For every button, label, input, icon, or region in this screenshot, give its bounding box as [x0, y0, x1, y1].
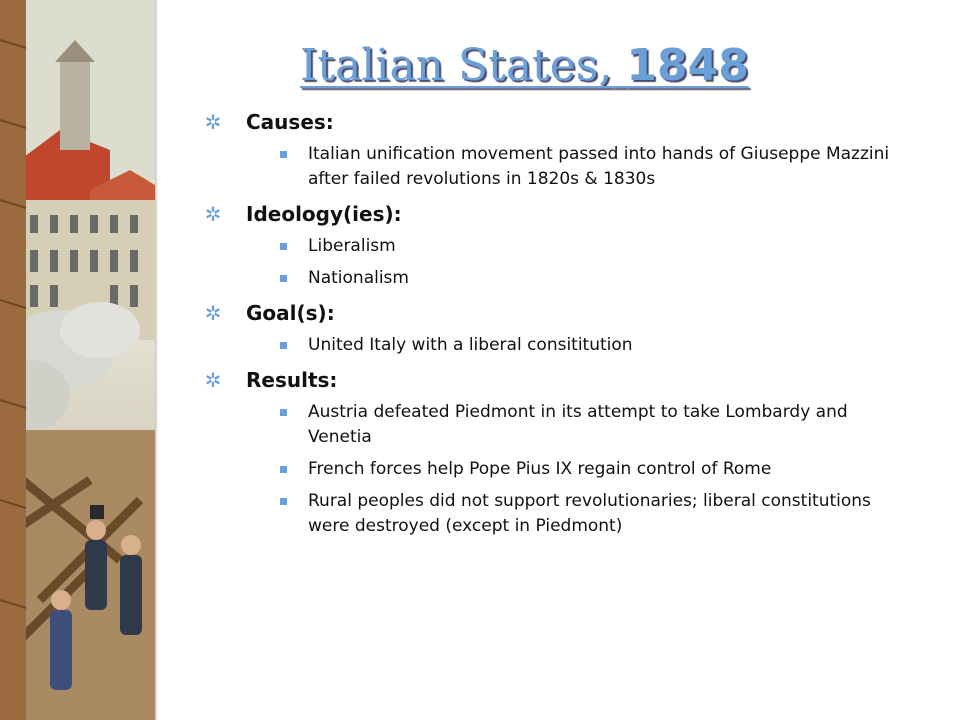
list-item: [200, 142, 920, 192]
section-heading: Causes:: [246, 110, 334, 134]
section-ideology: [200, 200, 920, 291]
list-item: [200, 333, 920, 358]
section-heading: Ideology(ies):: [246, 202, 402, 226]
list-item-text: Rural peoples did not support revolutionaries; liberal constitutions were destroyed (except in Piedmont): [308, 491, 871, 536]
slide-content: [200, 108, 920, 547]
asterisk-bullet-icon: ✲: [204, 110, 222, 134]
square-bullet-icon: [280, 243, 287, 250]
list-item-text: United Italy with a liberal consititution: [308, 335, 633, 355]
section-causes: [200, 108, 920, 192]
asterisk-bullet-icon: ✲: [204, 368, 222, 392]
list-item-text: Nationalism: [308, 268, 409, 288]
list-item-text: Italian unification movement passed into hands of Giuseppe Mazzini after failed revolutions in 1820s & 1830s: [308, 144, 890, 189]
square-bullet-icon: [280, 498, 287, 505]
square-bullet-icon: [280, 466, 287, 473]
section-heading: Results:: [246, 368, 338, 392]
square-bullet-icon: [280, 151, 287, 158]
slide-title: [300, 38, 800, 94]
square-bullet-icon: [280, 275, 287, 282]
barricade-illustration: [0, 0, 155, 720]
illustration-edge: [155, 0, 158, 720]
asterisk-bullet-icon: ✲: [204, 301, 222, 325]
square-bullet-icon: [280, 409, 287, 416]
list-item: [200, 400, 920, 450]
list-item-text: Liberalism: [308, 236, 396, 256]
list-item: [200, 457, 920, 482]
list-item: [200, 489, 920, 539]
list-item: [200, 234, 920, 259]
title-text: Italian States,: [300, 40, 613, 91]
asterisk-bullet-icon: ✲: [204, 202, 222, 226]
title-year: 1848: [626, 40, 749, 91]
section-goals: [200, 299, 920, 358]
list-item-text: Austria defeated Piedmont in its attempt to take Lombardy and Venetia: [308, 402, 848, 447]
section-heading: Goal(s):: [246, 301, 335, 325]
list-item: [200, 266, 920, 291]
barricade-scene-graphic: [0, 0, 155, 720]
list-item-text: French forces help Pope Pius IX regain control of Rome: [308, 459, 772, 479]
section-results: [200, 366, 920, 539]
square-bullet-icon: [280, 342, 287, 349]
